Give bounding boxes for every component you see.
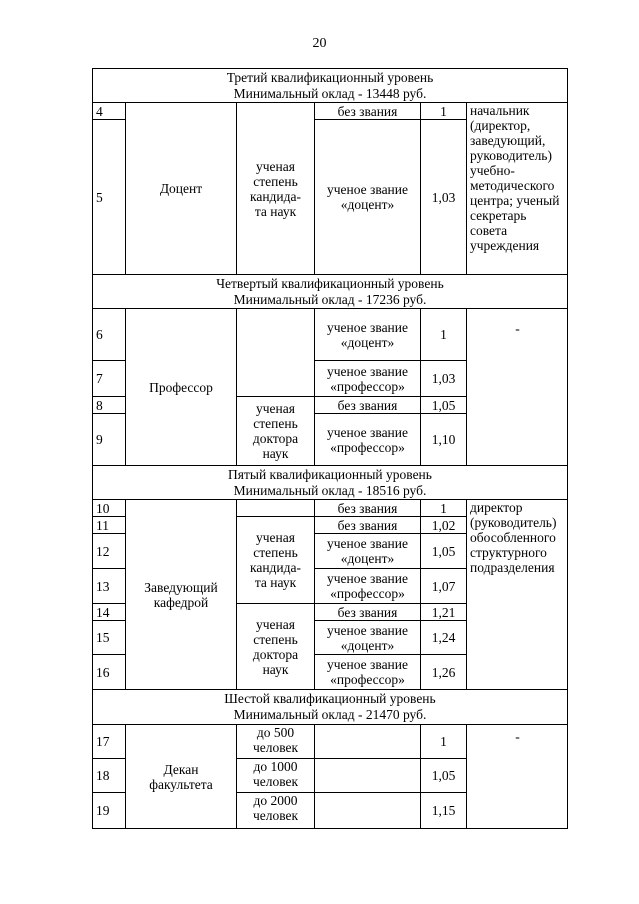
position-cell: Профессор (126, 309, 237, 466)
title-cell: ученое звание «доцент» (315, 309, 421, 361)
title-cell (315, 793, 421, 829)
row-number: 13 (93, 569, 126, 604)
degree-cell: ученая степень доктора наук (237, 604, 315, 690)
level-salary: Минимальный оклад - 13448 руб. (233, 85, 427, 101)
level-title: Шестой квалификационный уровень (224, 691, 436, 706)
title-cell: без звания (315, 604, 421, 621)
row-number: 9 (93, 414, 126, 466)
row-number: 14 (93, 604, 126, 621)
level-header-sixth (93, 690, 568, 725)
coefficient-cell: 1 (421, 309, 467, 361)
coefficient-cell: 1,05 (421, 397, 467, 414)
row-number: 10 (93, 500, 126, 517)
title-cell: без звания (315, 517, 421, 534)
note-cell: - (467, 309, 568, 466)
title-cell: ученое звание «профессор» (315, 361, 421, 397)
title-cell: без звания (315, 397, 421, 414)
page-number: 20 (312, 36, 327, 51)
level-header-fifth (93, 466, 568, 500)
title-cell: ученое звание «профессор» (315, 655, 421, 690)
table-row (93, 500, 568, 517)
level-header-row (93, 690, 568, 725)
title-cell: ученое звание «профессор» (315, 569, 421, 604)
row-number: 8 (93, 397, 126, 414)
row-number: 12 (93, 534, 126, 569)
note-cell: начальник (директор, заведующий, руководитель) учебно- методического центра; ученый секретарь совета учреждения (467, 103, 568, 275)
row-number: 11 (93, 517, 126, 534)
position-cell: Декан факультета (126, 725, 237, 829)
title-cell (315, 759, 421, 793)
row-number: 17 (93, 725, 126, 759)
level-header-row (93, 466, 568, 500)
degree-cell: ученая степень доктора наук (237, 397, 315, 466)
students-cell: до 1000 человек (237, 759, 315, 793)
title-cell: ученое звание «доцент» (315, 621, 421, 655)
students-cell: до 500 человек (237, 725, 315, 759)
level-salary: Минимальный оклад - 21470 руб. (233, 707, 427, 722)
note-cell: директор (руководитель) обособленного структурного подразделения (467, 500, 568, 690)
position-cell: Заведующий кафедрой (126, 500, 237, 690)
coefficient-cell: 1,05 (421, 759, 467, 793)
table-row (93, 103, 568, 120)
row-number: 16 (93, 655, 126, 690)
coefficient-cell: 1,26 (421, 655, 467, 690)
level-salary: Минимальный оклад - 17236 руб. (233, 291, 427, 307)
degree-cell: ученая степень кандида- та наук (237, 517, 315, 604)
level-header-third (93, 69, 568, 103)
students-cell: до 2000 человек (237, 793, 315, 829)
title-cell: ученое звание «доцент» (315, 120, 421, 275)
coefficient-cell: 1,10 (421, 414, 467, 466)
degree-cell (237, 500, 315, 517)
coefficient-cell: 1,21 (421, 604, 467, 621)
level-header-row (93, 275, 568, 309)
table-row (93, 309, 568, 361)
salary-table (92, 68, 568, 829)
coefficient-cell: 1 (421, 725, 467, 759)
title-cell: без звания (315, 500, 421, 517)
level-header-fourth (93, 275, 568, 309)
title-cell: ученое звание «доцент» (315, 534, 421, 569)
degree-cell (237, 309, 315, 397)
row-number: 18 (93, 759, 126, 793)
level-title: Пятый квалификационный уровень (228, 466, 432, 482)
row-number: 19 (93, 793, 126, 829)
degree-cell: ученая степень кандида- та наук (237, 103, 315, 275)
row-number: 6 (93, 309, 126, 361)
title-cell: без звания (315, 103, 421, 120)
position-cell: Доцент (126, 103, 237, 275)
row-number: 5 (93, 120, 126, 275)
coefficient-cell: 1,24 (421, 621, 467, 655)
level-title: Четвертый квалификационный уровень (216, 275, 444, 291)
coefficient-cell: 1,05 (421, 534, 467, 569)
row-number: 4 (93, 103, 126, 120)
coefficient-cell: 1 (421, 103, 467, 120)
table-row (93, 725, 568, 759)
coefficient-cell: 1,03 (421, 361, 467, 397)
level-header-row (93, 69, 568, 103)
title-cell (315, 725, 421, 759)
coefficient-cell: 1,07 (421, 569, 467, 604)
level-title: Третий квалификационный уровень (226, 69, 434, 85)
row-number: 15 (93, 621, 126, 655)
row-number: 7 (93, 361, 126, 397)
coefficient-cell: 1,03 (421, 120, 467, 275)
note-cell: - (467, 725, 568, 829)
coefficient-cell: 1,15 (421, 793, 467, 829)
level-salary: Минимальный оклад - 18516 руб. (233, 482, 427, 498)
coefficient-cell: 1 (421, 500, 467, 517)
coefficient-cell: 1,02 (421, 517, 467, 534)
title-cell: ученое звание «профессор» (315, 414, 421, 466)
